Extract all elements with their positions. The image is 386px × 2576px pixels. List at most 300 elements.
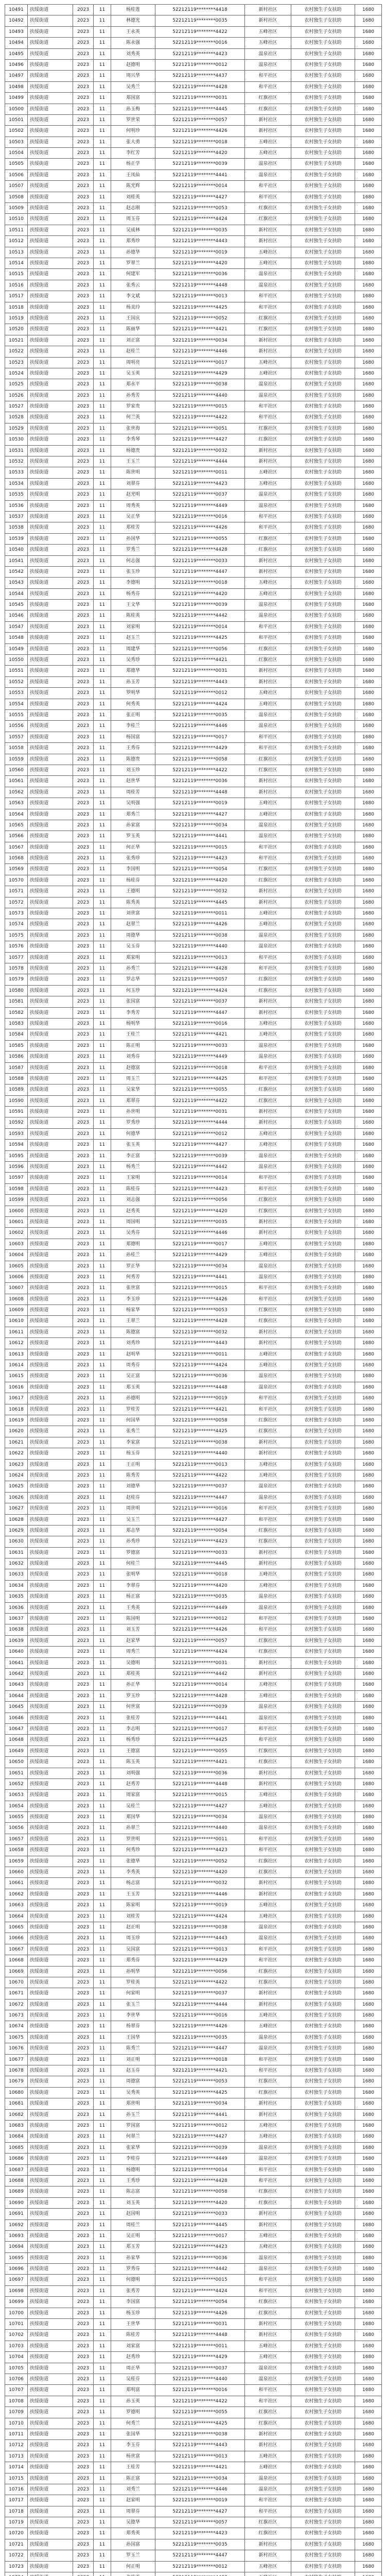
id-number-cell: 52212119********4446: [155, 2484, 245, 2495]
subsidy-type-cell: 农村独生子女扶助: [291, 1812, 355, 1823]
person-name-cell: 郑秀芬: [111, 1955, 155, 1966]
amount-cell: 1680: [355, 1856, 382, 1867]
amount-cell: 1680: [355, 1779, 382, 1790]
person-name-cell: 刘秀兰: [111, 2484, 155, 2495]
district-cell: 扶绥街道: [28, 2121, 73, 2131]
person-name-cell: 周明亮: [111, 358, 155, 368]
month-cell: 11: [94, 798, 111, 809]
record-number-cell: 10574: [5, 919, 28, 930]
id-number-cell: 52212119********0035: [155, 225, 245, 236]
table-row: [5, 1250, 382, 1261]
village-cell: 五峰社区: [245, 798, 291, 809]
id-number-cell: [155, 2572, 245, 2576]
village-cell: 五峰社区: [245, 578, 291, 588]
district-cell: 扶绥街道: [28, 1867, 73, 1878]
record-number-cell: 10580: [5, 986, 28, 996]
subsidy-type-cell: 农村独生子女扶助: [291, 1460, 355, 1470]
subsidy-type-cell: 农村独生子女扶助: [291, 1393, 355, 1404]
village-cell: 红旗社区: [245, 1757, 291, 1768]
id-number-cell: 52212119********4420: [155, 2198, 245, 2209]
village-cell: 温泉社区: [245, 1371, 291, 1382]
id-number-cell: 52212119********4425: [155, 1074, 245, 1084]
village-cell: 和平社区: [245, 291, 291, 302]
id-number-cell: 52212119********4421: [155, 2065, 245, 2076]
village-cell: 红旗社区: [245, 2308, 291, 2319]
month-cell: 11: [94, 699, 111, 710]
table-row: [5, 1272, 382, 1283]
month-cell: 11: [94, 302, 111, 313]
record-number-cell: 10599: [5, 1195, 28, 1206]
id-number-cell: 52212119********4428: [155, 963, 245, 974]
record-number-cell: 10515: [5, 269, 28, 280]
amount-cell: 1680: [355, 996, 382, 1007]
record-number-cell: 10587: [5, 1063, 28, 1074]
record-number-cell: 10672: [5, 1999, 28, 2010]
year-cell: 2023: [73, 2198, 94, 2209]
person-name-cell: 刘玉珍: [111, 765, 155, 776]
subsidy-type-cell: 农村独生子女扶助: [291, 1371, 355, 1382]
table-row: [5, 1481, 382, 1492]
month-cell: 11: [94, 1217, 111, 1228]
year-cell: 2023: [73, 1591, 94, 1602]
table-row: [5, 820, 382, 831]
subsidy-type-cell: 农村独生子女扶助: [291, 1569, 355, 1580]
person-name-cell: 罗世荣: [111, 115, 155, 126]
month-cell: 11: [94, 1845, 111, 1856]
village-cell: 和平社区: [245, 2286, 291, 2297]
record-number-cell: 10598: [5, 1184, 28, 1195]
subsidy-type-cell: 农村独生子女扶助: [291, 2043, 355, 2054]
year-cell: 2023: [73, 754, 94, 765]
village-cell: 和平社区: [245, 1294, 291, 1305]
id-number-cell: 52212119********0038: [155, 379, 245, 390]
village-cell: 五峰社区: [245, 1250, 291, 1261]
subsidy-type-cell: 农村独生子女扶助: [291, 1834, 355, 1845]
subsidy-type-cell: 农村独生子女扶助: [291, 908, 355, 919]
amount-cell: 1680: [355, 2451, 382, 2462]
month-cell: 11: [94, 71, 111, 81]
id-number-cell: 52212119********4420: [155, 1581, 245, 1591]
table-row: [5, 2198, 382, 2209]
table-row: [5, 2429, 382, 2440]
table-row: [5, 2396, 382, 2407]
table-row: [5, 2143, 382, 2154]
village-cell: 温泉社区: [245, 721, 291, 732]
table-row: [5, 2165, 382, 2176]
month-cell: 11: [94, 2143, 111, 2154]
table-row: [5, 2088, 382, 2098]
district-cell: 扶绥街道: [28, 1558, 73, 1569]
month-cell: 11: [94, 236, 111, 247]
month-cell: 11: [94, 2209, 111, 2219]
record-number-cell: 10538: [5, 522, 28, 533]
year-cell: 2023: [73, 1856, 94, 1867]
table-row: [5, 2495, 382, 2506]
person-name-cell: 周国明: [111, 1217, 155, 1228]
district-cell: 扶绥街道: [28, 765, 73, 776]
village-cell: 和平社区: [245, 412, 291, 423]
month-cell: 11: [94, 2517, 111, 2528]
village-cell: 温泉社区: [245, 49, 291, 60]
id-number-cell: 52212119********0055: [155, 1084, 245, 1095]
village-cell: 新村社区: [245, 787, 291, 798]
id-number-cell: 52212119********0034: [155, 335, 245, 346]
id-number-cell: 52212119********4424: [155, 986, 245, 996]
person-name-cell: 郑国富: [111, 93, 155, 104]
year-cell: 2023: [73, 1658, 94, 1669]
table-row: [5, 633, 382, 643]
table-row: [5, 699, 382, 710]
subsidy-type-cell: 农村独生子女扶助: [291, 126, 355, 137]
subsidy-type-cell: 农村独生子女扶助: [291, 1382, 355, 1393]
district-cell: 扶绥街道: [28, 467, 73, 478]
village-cell: 红旗社区: [245, 1967, 291, 1977]
subsidy-type-cell: 农村独生子女扶助: [291, 1999, 355, 2010]
subsidy-type-cell: 农村独生子女扶助: [291, 2076, 355, 2087]
year-cell: 2023: [73, 2065, 94, 2076]
table-row: [5, 192, 382, 203]
month-cell: 11: [94, 1746, 111, 1757]
year-cell: 2023: [73, 853, 94, 864]
year-cell: 2023: [73, 1404, 94, 1415]
subsidy-type-cell: 农村独生子女扶助: [291, 1173, 355, 1183]
subsidy-type-cell: 农村独生子女扶助: [291, 2484, 355, 2495]
month-cell: 11: [94, 1426, 111, 1437]
year-cell: 2023: [73, 732, 94, 743]
district-cell: 扶绥街道: [28, 2297, 73, 2308]
record-number-cell: 10511: [5, 225, 28, 236]
id-number-cell: 52212119********4426: [155, 919, 245, 930]
subsidy-type-cell: 农村独生子女扶助: [291, 633, 355, 643]
year-cell: 2023: [73, 1008, 94, 1019]
id-number-cell: 52212119********4445: [155, 104, 245, 115]
record-number-cell: 10666: [5, 1933, 28, 1944]
year-cell: 2023: [73, 2110, 94, 2121]
person-name-cell: 李桂芬: [111, 2154, 155, 2164]
record-number-cell: 10560: [5, 765, 28, 776]
id-number-cell: 52212119********4441: [155, 1713, 245, 1724]
person-name-cell: 吴明强: [111, 798, 155, 809]
table-row: [5, 1140, 382, 1150]
month-cell: 11: [94, 225, 111, 236]
village-cell: 温泉社区: [245, 1603, 291, 1614]
month-cell: 11: [94, 666, 111, 676]
village-cell: 新村社区: [245, 2110, 291, 2121]
village-cell: 红旗社区: [245, 754, 291, 765]
id-number-cell: 52212119********4422: [155, 1977, 245, 1988]
village-cell: 温泉社区: [245, 2484, 291, 2495]
village-cell: 五峰社区: [245, 2562, 291, 2572]
person-name-cell: 周秀兰: [111, 1647, 155, 1657]
village-cell: 五峰社区: [245, 148, 291, 159]
id-number-cell: 52212119********0052: [155, 313, 245, 324]
year-cell: 2023: [73, 842, 94, 853]
subsidy-type-cell: 农村独生子女扶助: [291, 699, 355, 710]
village-cell: 五峰社区: [245, 358, 291, 368]
village-cell: 红旗社区: [245, 875, 291, 886]
subsidy-type-cell: 农村独生子女扶助: [291, 170, 355, 181]
table-row: [5, 2418, 382, 2429]
month-cell: 11: [94, 545, 111, 555]
record-number-cell: 10711: [5, 2429, 28, 2440]
person-name-cell: 郑永平: [111, 379, 155, 390]
district-cell: 扶绥街道: [28, 589, 73, 600]
table-row: [5, 2374, 382, 2385]
record-number-cell: 10537: [5, 512, 28, 522]
record-number-cell: 10651: [5, 1768, 28, 1779]
amount-cell: 1680: [355, 1008, 382, 1019]
person-name-cell: 周兴华: [111, 71, 155, 81]
record-number-cell: 10602: [5, 1228, 28, 1239]
month-cell: 11: [94, 522, 111, 533]
table-row: [5, 2010, 382, 2021]
village-cell: 和平社区: [245, 1724, 291, 1735]
record-number-cell: 10507: [5, 181, 28, 192]
id-number-cell: 52212119********0012: [155, 688, 245, 699]
district-cell: 扶绥街道: [28, 1316, 73, 1327]
table-row: [5, 886, 382, 897]
month-cell: 11: [94, 1261, 111, 1272]
month-cell: 11: [94, 423, 111, 434]
subsidy-type-cell: 农村独生子女扶助: [291, 1437, 355, 1448]
district-cell: 扶绥街道: [28, 710, 73, 721]
district-cell: 扶绥街道: [28, 93, 73, 104]
village-cell: 和平社区: [245, 302, 291, 313]
amount-cell: 1680: [355, 1955, 382, 1966]
person-name-cell: 郑秀英: [111, 2528, 155, 2539]
table-row: [5, 148, 382, 159]
id-number-cell: 52212119********4429: [155, 368, 245, 379]
person-name-cell: 陈德富: [111, 1327, 155, 1338]
month-cell: 11: [94, 1151, 111, 1162]
village-cell: 新村社区: [245, 2220, 291, 2231]
table-row: [5, 655, 382, 666]
year-cell: 2023: [73, 501, 94, 512]
village-cell: 红旗社区: [245, 765, 291, 776]
id-number-cell: 52212119********4443: [155, 236, 245, 247]
month-cell: 11: [94, 2110, 111, 2121]
year-cell: 2023: [73, 688, 94, 699]
person-name-cell: 周玉芬: [111, 214, 155, 225]
district-cell: 扶绥街道: [28, 2440, 73, 2451]
subsidy-type-cell: 农村独生子女扶助: [291, 1316, 355, 1327]
year-cell: 2023: [73, 831, 94, 842]
table-row: [5, 2550, 382, 2561]
amount-cell: 1680: [355, 2253, 382, 2264]
year-cell: 2023: [73, 335, 94, 346]
table-row: [5, 1239, 382, 1250]
village-cell: 新村社区: [245, 1878, 291, 1889]
district-cell: 扶绥街道: [28, 864, 73, 875]
subsidy-type-cell: 农村独生子女扶助: [291, 1624, 355, 1635]
village-cell: 新村社区: [245, 1558, 291, 1569]
amount-cell: 1680: [355, 1382, 382, 1393]
id-number-cell: 52212119********0056: [155, 1195, 245, 1206]
subsidy-type-cell: 农村独生子女扶助: [291, 1261, 355, 1272]
table-row: [5, 600, 382, 611]
district-cell: 扶绥街道: [28, 2374, 73, 2385]
month-cell: 11: [94, 1107, 111, 1117]
record-number-cell: 10581: [5, 996, 28, 1007]
district-cell: 扶绥街道: [28, 1117, 73, 1128]
id-number-cell: 52212119********0039: [155, 1702, 245, 1713]
village-cell: 红旗社区: [245, 1636, 291, 1647]
month-cell: 11: [94, 1360, 111, 1371]
table-row: [5, 1316, 382, 1327]
record-number-cell: 10509: [5, 203, 28, 214]
district-cell: 扶绥街道: [28, 1691, 73, 1702]
year-cell: 2023: [73, 1140, 94, 1150]
amount-cell: 1680: [355, 1019, 382, 1029]
person-name-cell: 王玉芳: [111, 1889, 155, 1900]
record-number-cell: 10695: [5, 2253, 28, 2264]
record-number-cell: 10636: [5, 1603, 28, 1614]
amount-cell: 1680: [355, 1713, 382, 1724]
amount-cell: 1680: [355, 1988, 382, 1999]
person-name-cell: 孙家华: [111, 2253, 155, 2264]
village-cell: 五峰社区: [245, 1911, 291, 1922]
year-cell: 2023: [73, 710, 94, 721]
subsidy-type-cell: 农村独生子女扶助: [291, 1702, 355, 1713]
village-cell: 五峰社区: [245, 1569, 291, 1580]
district-cell: 扶绥街道: [28, 2418, 73, 2429]
amount-cell: 1680: [355, 1845, 382, 1856]
record-number-cell: 10495: [5, 49, 28, 60]
table-row: [5, 1845, 382, 1856]
person-name-cell: 郑秀珍: [111, 236, 155, 247]
month-cell: 11: [94, 2154, 111, 2164]
village-cell: 五峰社区: [245, 27, 291, 38]
amount-cell: 1680: [355, 1404, 382, 1415]
amount-cell: 1680: [355, 1493, 382, 1503]
person-name-cell: 何兰英: [111, 412, 155, 423]
month-cell: 11: [94, 2562, 111, 2572]
month-cell: 11: [94, 1063, 111, 1074]
table-row: [5, 842, 382, 853]
person-name-cell: 孙德明: [111, 1393, 155, 1404]
amount-cell: 1680: [355, 1999, 382, 2010]
table-row: [5, 1041, 382, 1052]
table-row: [5, 710, 382, 721]
year-cell: 2023: [73, 1669, 94, 1680]
month-cell: 11: [94, 1239, 111, 1250]
subsidy-type-cell: [291, 2572, 355, 2576]
record-number-cell: 10665: [5, 1922, 28, 1933]
person-name-cell: 张秀云: [111, 280, 155, 291]
table-row: [5, 677, 382, 688]
district-cell: 扶绥街道: [28, 1790, 73, 1801]
id-number-cell: 52212119********0051: [155, 423, 245, 434]
record-number-cell: 10657: [5, 1834, 28, 1845]
month-cell: 11: [94, 765, 111, 776]
person-name-cell: 张明华: [111, 1569, 155, 1580]
year-cell: 2023: [73, 2187, 94, 2197]
id-number-cell: 52212119********4422: [155, 27, 245, 38]
amount-cell: 1680: [355, 1117, 382, 1128]
table-row: [5, 1889, 382, 1900]
table-row: [5, 1658, 382, 1669]
person-name-cell: 吴家华: [111, 1084, 155, 1095]
id-number-cell: 52212119********4427: [155, 192, 245, 203]
subsidy-type-cell: 农村独生子女扶助: [291, 192, 355, 203]
table-row: [5, 1096, 382, 1107]
year-cell: 2023: [73, 986, 94, 996]
id-number-cell: 52212119********4428: [155, 82, 245, 93]
record-number-cell: 10681: [5, 2098, 28, 2109]
record-number-cell: 10517: [5, 291, 28, 302]
person-name-cell: 陈世明: [111, 467, 155, 478]
id-number-cell: 52212119********0015: [155, 2275, 245, 2285]
village-cell: 五峰社区: [245, 1680, 291, 1690]
id-number-cell: 52212119********0053: [155, 203, 245, 214]
district-cell: 扶绥街道: [28, 446, 73, 456]
amount-cell: 1680: [355, 875, 382, 886]
village-cell: 五峰社区: [245, 467, 291, 478]
record-number-cell: 10686: [5, 2154, 28, 2164]
year-cell: 2023: [73, 2121, 94, 2131]
amount-cell: 1680: [355, 2275, 382, 2285]
table-row: [5, 2308, 382, 2319]
id-number-cell: 52212119********0012: [155, 1614, 245, 1624]
year-cell: 2023: [73, 1493, 94, 1503]
amount-cell: 1680: [355, 2396, 382, 2407]
subsidy-type-cell: 农村独生子女扶助: [291, 181, 355, 192]
person-name-cell: 吴成林: [111, 225, 155, 236]
table-row: [5, 2572, 382, 2576]
amount-cell: 1680: [355, 655, 382, 666]
record-number-cell: 10558: [5, 743, 28, 754]
year-cell: 2023: [73, 401, 94, 412]
person-name-cell: 孙秀兰: [111, 963, 155, 974]
record-number-cell: 10590: [5, 1096, 28, 1107]
record-number-cell: 10543: [5, 578, 28, 588]
person-name-cell: 张世海: [111, 423, 155, 434]
table-row: [5, 93, 382, 104]
month-cell: 11: [94, 1636, 111, 1647]
person-name-cell: 何秀英: [111, 699, 155, 710]
amount-cell: 1680: [355, 2131, 382, 2142]
village-cell: 五峰社区: [245, 1790, 291, 1801]
amount-cell: 1680: [355, 974, 382, 985]
person-name-cell: 赵家华: [111, 1636, 155, 1647]
record-number-cell: 10718: [5, 2506, 28, 2517]
subsidy-type-cell: 农村独生子女扶助: [291, 1922, 355, 1933]
subsidy-type-cell: 农村独生子女扶助: [291, 489, 355, 500]
district-cell: 扶绥街道: [28, 60, 73, 71]
year-cell: 2023: [73, 2275, 94, 2285]
person-name-cell: 何建军: [111, 269, 155, 280]
subsidy-type-cell: 农村独生子女扶助: [291, 556, 355, 567]
record-number-cell: 10642: [5, 1669, 28, 1680]
record-number-cell: 10556: [5, 721, 28, 732]
amount-cell: 1680: [355, 633, 382, 643]
year-cell: 2023: [73, 2429, 94, 2440]
person-name-cell: 林德光: [111, 15, 155, 26]
subsidy-type-cell: 农村独生子女扶助: [291, 1878, 355, 1889]
id-number-cell: 52212119********0033: [155, 1041, 245, 1052]
table-row: [5, 391, 382, 401]
village-cell: 红旗社区: [245, 1536, 291, 1547]
amount-cell: 1680: [355, 1569, 382, 1580]
id-number-cell: 52212119********0037: [155, 1988, 245, 1999]
person-name-cell: 杨德贵: [111, 446, 155, 456]
person-name-cell: 郑秀兰: [111, 809, 155, 820]
person-name-cell: 郑世明: [111, 2098, 155, 2109]
subsidy-type-cell: 农村独生子女扶助: [291, 886, 355, 897]
id-number-cell: 52212119********0057: [155, 2517, 245, 2528]
table-row: [5, 754, 382, 765]
month-cell: 11: [94, 2429, 111, 2440]
